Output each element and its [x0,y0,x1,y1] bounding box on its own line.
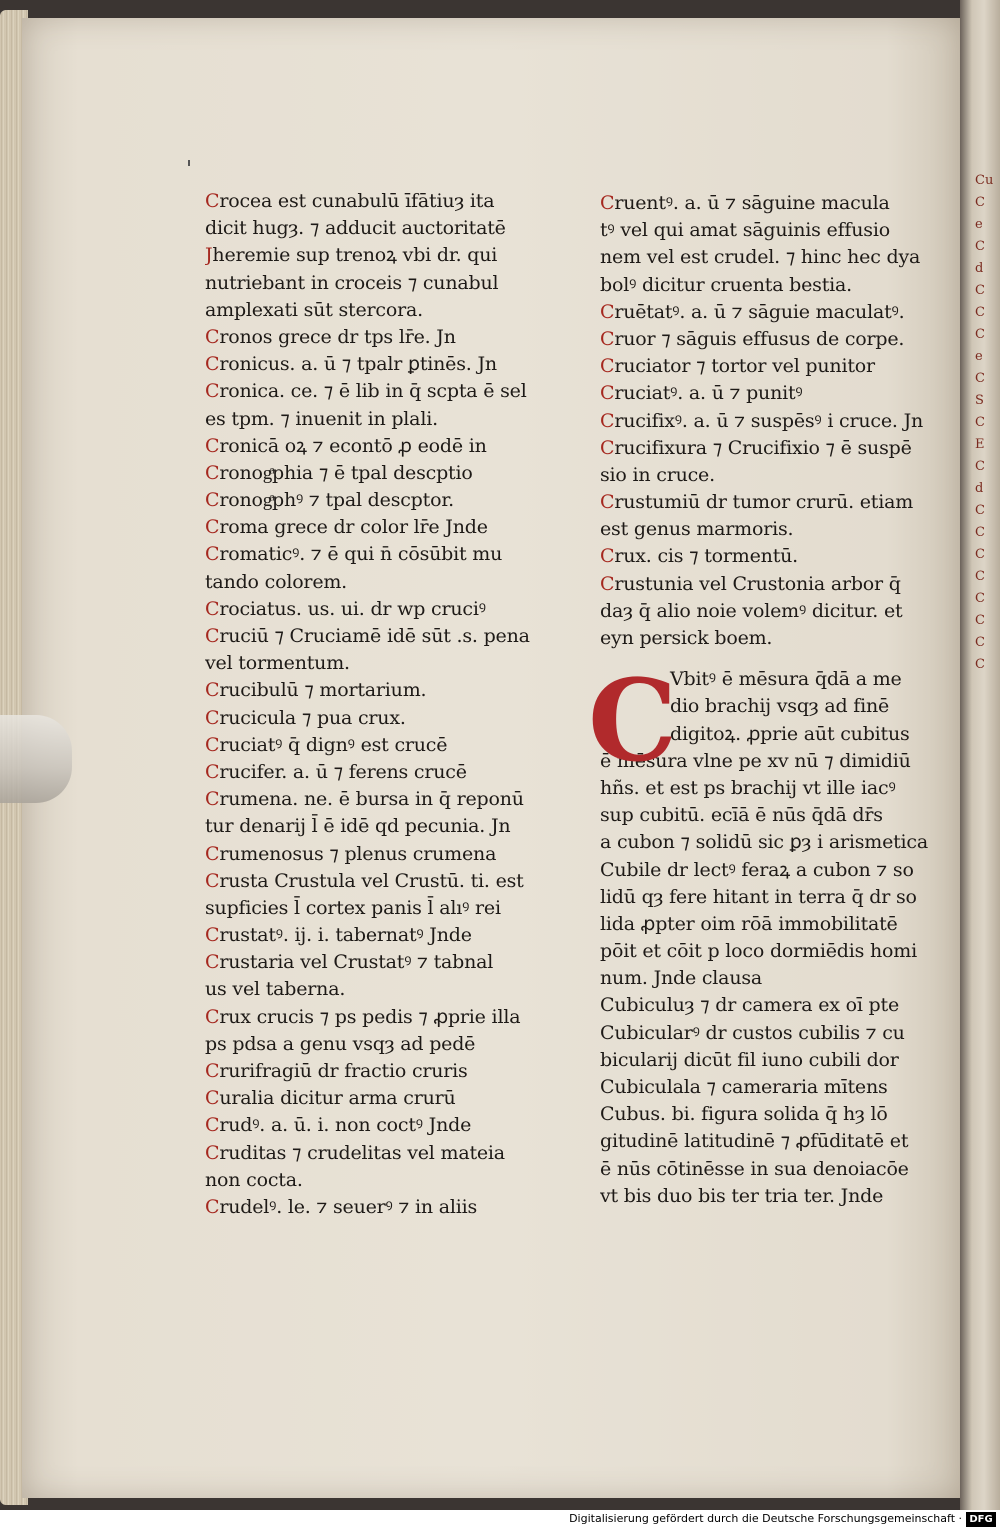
page-clip [0,715,72,803]
text-line: Jheremie sup trenoꝝ vbi dr. qui [205,244,498,267]
text-line: Cronogͣphꝰ ⁊ tpal descptor. [205,489,454,512]
text-line: Cruētatꝰ. a. ū ⁊ sāguie maculatꝰ. [600,300,905,323]
text-line: tando colorem. [205,570,348,593]
text-line: Cubicularꝰ dr custos cubilis ⁊ cu [600,1021,905,1044]
text-line: sup cubitū. ecīā ē nūs q̄dā dr̄s [600,804,883,827]
text-line: ē nūs cōtinēsse in sua denoiacōe [600,1157,909,1180]
text-line: supficies l̄ cortex panis l̄ alıꝰ rei [205,896,501,919]
next-page-fragment: C [975,305,985,320]
text-line: Crux. cis ⁊ tormentū. [600,545,799,568]
text-line: sio in cruce. [600,463,715,486]
text-line: lida ꝓpter oim rōā immobilitatē [600,912,898,935]
next-page-fragment: e [975,349,983,364]
text-line: daȝ q̄ alio noie volemꝰ dicitur. et [600,599,903,622]
text-line: Crudꝰ. a. ū. i. non coctꝰ Jnde [205,1114,472,1137]
dfg-logo: DFG [966,1512,996,1527]
text-line: pōit et cōit p loco dormiēdis homi [600,940,917,963]
text-line: bolꝰ dicitur cruenta bestia. [600,273,853,296]
text-line: gitudinē latitudinē ⁊ ꝓfūditatē et [600,1130,909,1153]
next-page-fragment: d [975,261,984,276]
text-line: Cruciū ⁊ Cruciamē idē sūt .s. pena [205,625,530,647]
text-line: vel tormentum. [205,652,350,675]
next-page-fragment: E [975,437,985,452]
text-line: tur denarij l̄ ē idē qd pecunia. Jn [205,815,511,838]
text-line: Crucifer. a. ū ⁊ ferens crucē [205,760,467,783]
text-line: Curalia dicitur arma crurū [205,1087,456,1110]
text-line: Cromaticꝰ. ⁊ ē qui n̄ cōsūbit mu [205,543,503,566]
left-text-column [205,188,535,1221]
text-line: Vbitꝰ ē mēsura q̄dā a me [670,668,902,691]
next-page-glimpse [975,170,1000,730]
red-initial-letter: C [588,656,677,788]
text-line: tꝰ vel qui amat sāguinis effusio [600,219,890,242]
text-line: Crusta Crustula vel Crustū. ti. est [205,869,524,892]
text-line: Cubile dr lectꝰ feraꝝ a cubon ⁊ so [600,858,914,881]
text-line: Crustunia vel Crustonia arbor q̄ [600,572,901,595]
text-line: ē mēsura vlne pe xv nū ⁊ dimidiū [600,749,911,772]
text-line: Crumena. ne. ē bursa in q̄ reponū [205,788,524,811]
text-line: Cubiculala ⁊ cameraria mītens [600,1076,888,1098]
next-page-fragment: C [975,503,985,518]
text-line: num. Jnde clausa [600,967,763,990]
text-line: es tpm. ⁊ inuenit in plali. [205,407,438,430]
next-page-fragment: C [975,547,985,562]
text-line: Crudelꝰ. le. ⁊ seuerꝰ ⁊ in aliis [205,1195,478,1218]
text-line: non cocta. [205,1168,303,1191]
text-line: Cronicā oꝝ ⁊ econtō ꝓ eodē in [205,434,487,457]
text-line: us vel taberna. [205,978,346,1001]
text-line: Cruentꝰ. a. ū ⁊ sāguine macula [600,192,890,214]
text-line: Cronogͣphia ⁊ ē tpal descptio [205,461,473,484]
text-line: nem vel est crudel. ⁊ hinc hec dya [600,246,921,269]
next-page-fragment: S [975,393,984,408]
next-page-fragment: C [975,283,985,298]
next-page-fragment: C [975,459,985,474]
text-line: Cronicus. a. ū ⁊ tpalr ꝑtinēs. Jn [205,353,497,376]
right-text-column [588,190,930,1210]
margin-mark [188,160,190,166]
text-line: dicit hugȝ. ⁊ adducit auctoritatē [205,217,506,240]
text-line: Crux crucis ⁊ ps pedis ⁊ ꝓprie illa [205,1005,521,1028]
text-line: Cruciator ⁊ tortor vel punitor [600,355,875,378]
text-line: Cruditas ⁊ crudelitas vel mateia [205,1141,505,1164]
text-line: bicularij dicūt fil iuno cubili dor [600,1048,899,1071]
next-page-fragment: e [975,217,983,232]
text-line: nutriebant in croceis ⁊ cunabul [205,271,499,294]
next-page-fragment: C [975,525,985,540]
text-line: ps pdsa a genu vsqȝ ad pedē [205,1032,476,1055]
next-page-fragment: C [975,591,985,606]
text-line: dio brachij vsqȝ ad finē [670,695,890,718]
text-line: Cubiculuȝ ⁊ dr camera ex oī pte [600,994,899,1017]
next-page-fragment: Cu [975,173,994,188]
text-line: Crociatus. us. ui. dr wp cruciꝰ [205,597,486,620]
next-page-fragment: C [975,415,985,430]
footer-credit: Digitalisierung gefördert durch die Deutsche Forschungsgemeinschaft · [569,1512,962,1525]
next-page-fragment: C [975,371,985,386]
text-line: Crucifixura ⁊ Crucifixio ⁊ ē suspē [600,436,912,459]
text-line: Crumenosus ⁊ plenus crumena [205,842,497,865]
text-line: Crocea est cunabulū īfātiuȝ ita [205,190,495,212]
text-line: Crucibulū ⁊ mortarium. [205,679,427,702]
next-page-fragment: C [975,239,985,254]
text-line: digitoꝝ. ꝓprie aūt cubitus [670,722,910,745]
next-page-fragment: C [975,327,985,342]
text-line: Cruciatꝰ. a. ū ⁊ punitꝰ [600,382,803,405]
text-line: Crucifixꝰ. a. ū ⁊ suspēsꝰ i cruce. Jn [600,409,924,432]
next-page-fragment: d [975,481,984,496]
text-line: Croma grece dr color lr̄e Jnde [205,516,488,539]
text-line: vt bis duo bis ter tria ter. Jnde [600,1184,884,1207]
text-line: Cronos grece dr tps lr̄e. Jn [205,325,456,348]
next-page-fragment: C [975,613,985,628]
footer-bar [0,1510,1000,1530]
text-line: Crustatꝰ. ij. i. tabernatꝰ Jnde [205,924,472,947]
text-line: lidū qȝ fere hitant in terra q̄ dr so [600,885,917,908]
text-line: hñs. et est ps brachij vt ille iacꝰ [600,776,896,799]
next-page-fragment: C [975,635,985,650]
text-line: Cruor ⁊ sāguis effusus de corpe. [600,327,905,350]
text-line: Crurifragiū dr fractio cruris [205,1060,468,1082]
text-line: Cubus. bi. figura solida q̄ hȝ lō [600,1103,888,1126]
text-line: Crucicula ⁊ pua crux. [205,706,406,729]
right-column-top-entries [600,190,930,652]
text-line: Cronica. ce. ⁊ ē lib in q̄ scpta ē sel [205,380,527,403]
next-page-fragment: C [975,569,985,584]
text-line: amplexati sūt stercora. [205,298,423,321]
text-line: a cubon ⁊ solidū sic ꝑȝ i arismetica [600,831,928,854]
next-page-fragment: C [975,195,985,210]
next-page-fragment: C [975,657,985,672]
text-line: est genus marmoris. [600,518,794,541]
text-line: Crustaria vel Crustatꝰ ⁊ tabnal [205,951,494,974]
text-line: eyn persick boem. [600,627,773,649]
text-line: Crustumiū dr tumor crurū. etiam [600,491,914,514]
text-line: Cruciatꝰ q̄ dignꝰ est crucē [205,733,448,756]
